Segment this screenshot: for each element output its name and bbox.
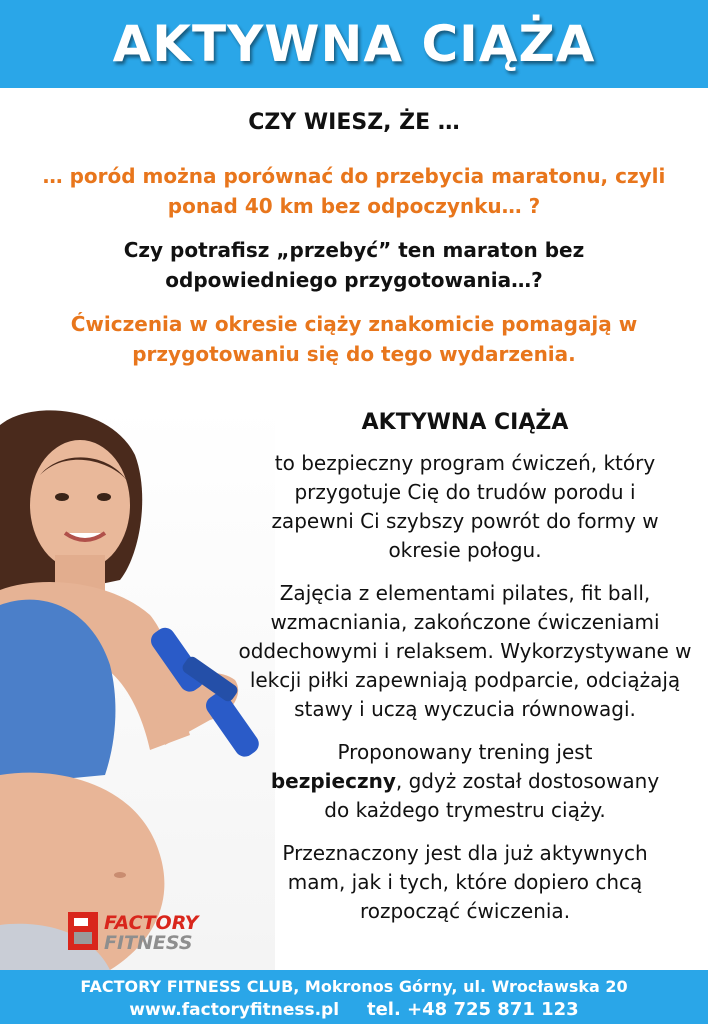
contact-line [0, 998, 708, 1022]
program-paragraph-4: Przeznaczony jest dla już aktywnych mam, jak i tych, które dopiero chcą rozpocząć ćwiczenia. [282, 841, 648, 923]
factory-fitness-logo [68, 910, 268, 952]
page-title: AKTYWNA CIĄŻA [112, 15, 596, 73]
top-banner [0, 0, 708, 88]
logo-line-1: FACTORY [104, 912, 199, 934]
logo-line-2: FITNESS [104, 932, 193, 952]
footer [0, 970, 708, 1024]
question-title: CZY WIESZ, ŻE … [248, 110, 460, 135]
intro-section [0, 110, 708, 369]
safety-emphasis: bezpieczny [270, 769, 396, 793]
safety-text-before: Proponowany trening jest [337, 740, 593, 764]
marathon-paragraph: … poród można porównać do przebycia maratonu, czyli ponad 40 km bez odpoczynku… ? [42, 164, 666, 218]
program-paragraph-3 [225, 738, 705, 825]
phone-number[interactable]: tel. +48 725 871 123 [366, 999, 579, 1020]
program-description [225, 408, 705, 940]
club-address: FACTORY FITNESS CLUB, Mokronos Górny, ul. Wrocławska 20 [80, 977, 628, 996]
program-title: AKTYWNA CIĄŻA [361, 410, 569, 435]
program-paragraph-2: Zajęcia z elementami pilates, fit ball, wzmacniania, zakończone ćwiczeniami oddechowymi i relaksem. Wykorzystywane w lekcji piłki zapewniają podparcie, odciążają stawy i uczą wyczucia równowagi. [238, 581, 692, 721]
website-link[interactable]: www.factoryfitness.pl [129, 1000, 340, 1020]
safety-text-after: , gdyż został dostosowany do każdego trymestru ciąży. [324, 769, 660, 822]
exercise-benefit-paragraph: Ćwiczenia w okresie ciąży znakomicie pomagają w przygotowaniu się do tego wydarzenia. [70, 312, 638, 366]
preparation-question: Czy potrafisz „przebyć” ten maraton bez odpowiedniego przygotowania…? [123, 238, 585, 292]
program-paragraph-1: to bezpieczny program ćwiczeń, który przygotuje Cię do trudów porodu i zapewni Ci szybszy powrót do formy w okresie połogu. [271, 451, 659, 562]
